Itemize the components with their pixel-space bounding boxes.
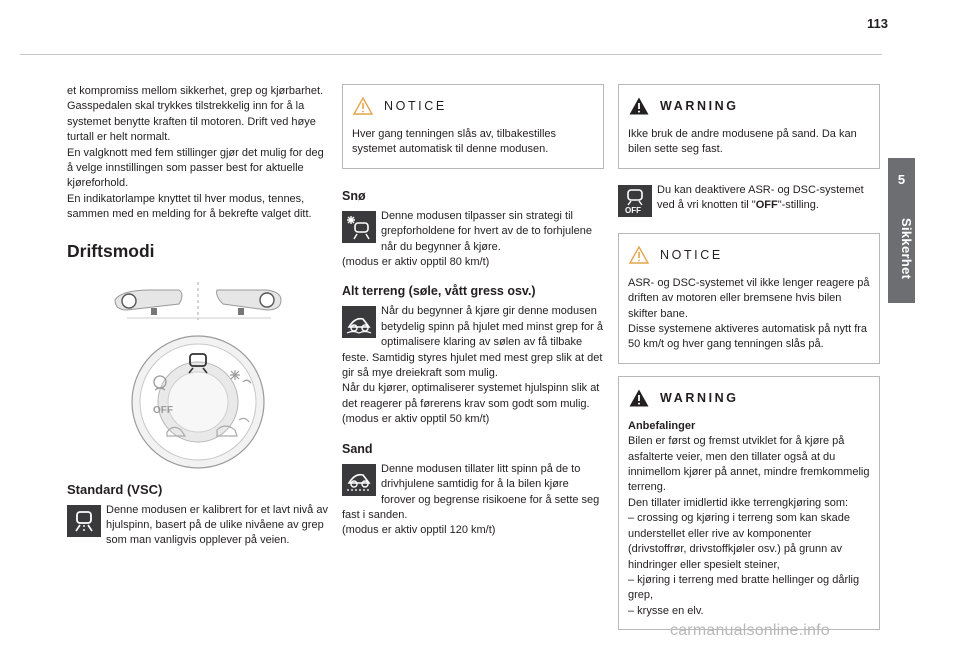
standard-text: Denne modusen er kalibrert for et lavt nivå av hjulspinn, basert på de ulike nivåene av grep som man vanligvis opplever på veien. <box>106 503 328 547</box>
notice-text-2b: Disse systemene aktiveres automatisk på nytt fra 50 km/t og hver gang tenningen slås på. <box>628 323 868 351</box>
recommendation-line-4: – kjøring i terreng med bratte hellinger og dårlig grep, <box>628 573 860 602</box>
deactivate-block <box>618 183 880 217</box>
notice-text-2a: ASR- og DSC-systemet vil ikke lenger reagere på driften av motoren eller bremsene hvis bilen skifter bane. <box>628 276 870 320</box>
mode-selector-illustration <box>67 270 329 478</box>
notice-label: NOTICE <box>384 99 447 113</box>
warning-triangle-icon <box>628 388 650 408</box>
warning-box-1 <box>618 84 880 169</box>
warning-triangle-icon <box>628 96 650 116</box>
intro-paragraph-4: En indikatorlampe knyttet til hver modus, tennes, sammen med en melding for å bekrefte valget ditt. <box>67 192 312 221</box>
notice-label-2: NOTICE <box>660 247 723 262</box>
terreng-text-1: Når du begynner å kjøre gir denne modusen betydelig spinn på hjulet med minst grep for å optimalisere klaring av sølen av få tilbake feste. Samtidig styres hjulet med mest grep slik at det gir så mye dreiekraft som mulig. <box>342 305 603 380</box>
notice-header <box>352 95 594 117</box>
notice-box-2 <box>618 233 880 364</box>
off-mode-icon <box>618 185 652 217</box>
standard-mode-icon <box>67 505 101 537</box>
off-word: OFF <box>755 199 778 212</box>
terreng-block <box>342 304 604 427</box>
chapter-number: 5 <box>897 172 906 187</box>
terreng-heading: Alt terreng (søle, vått gress osv.) <box>342 284 536 299</box>
recommendations-title: Anbefalinger <box>628 419 696 432</box>
recommendation-line-5: – krysse en elv. <box>628 604 704 617</box>
column-2 <box>342 84 604 539</box>
sand-mode-icon <box>342 464 376 496</box>
recommendation-line-2: Den tillater imidlertid ikke terrengkjøring som: <box>628 496 849 509</box>
recommendation-line-3: – crossing og kjøring i terreng som kan skade understellet eller rive av komponenter (drivstoffrør, drivstoffkjøler osv.) på grunn av hindringer eller spesielt steiner, <box>628 512 850 571</box>
column-3 <box>618 84 880 630</box>
intro-paragraph-1: et kompromiss mellom sikkerhet, grep og kjørbarhet. <box>67 85 324 97</box>
watermark: carmanualsonline.info <box>670 622 830 639</box>
warning-header-1 <box>628 95 870 117</box>
recommendation-line-1: Bilen er først og fremst utviklet for å kjøre på asfalterte veier, men den tillater også at du innimellom kjører på annet, mindre fremkommelig terreng. <box>628 435 870 494</box>
mud-mode-icon <box>342 306 376 338</box>
notice-triangle-icon <box>352 96 374 116</box>
knob-off-label: OFF <box>153 404 173 416</box>
deactivate-text-before: Du kan deaktivere ASR- og DSC-systemet ved å vri knotten til " <box>657 183 864 212</box>
chapter-label: Sikkerhet <box>899 218 914 280</box>
intro-paragraph-3: En valgknott med fem stillinger gjør det mulig for deg å velge innstillingen som passer best for aktuelle kjøreforhold. <box>67 146 324 190</box>
page-number: 113 <box>867 16 888 31</box>
mode-selector-figure <box>67 270 329 478</box>
column-1 <box>67 84 329 549</box>
notice-triangle-icon <box>628 245 650 265</box>
snow-mode-icon <box>342 211 376 243</box>
deactivate-text-after: "-stilling. <box>777 199 819 212</box>
intro-paragraph-2: Gasspedalen skal trykkes tilstrekkelig inn for å la systemet benytte kraften til motoren. Drift ved høye turtall er helt normalt. <box>67 100 316 144</box>
sand-text: Denne modusen tillater litt spinn på de to drivhjulene samtidig for å la bilen kjøre forover og begrense risikoene for å sette seg fast i sanden. <box>342 462 600 521</box>
notice-box-1 <box>342 84 604 169</box>
header-rule <box>20 54 882 55</box>
sand-note: (modus er aktiv opptil 120 km/t) <box>342 524 496 537</box>
warning-header-2 <box>628 387 870 409</box>
warning-label-1: WARNING <box>660 99 739 113</box>
terreng-note: (modus er aktiv opptil 50 km/t) <box>342 413 490 426</box>
sno-note: (modus er aktiv opptil 80 km/t) <box>342 256 490 269</box>
notice-header-2 <box>628 244 870 266</box>
notice-text: Hver gang tenningen slås av, tilbakestilles systemet automatisk til denne modusen. <box>352 128 557 156</box>
deactivate-text <box>618 183 880 214</box>
warning-label-2: WARNING <box>660 390 739 405</box>
sno-heading: Snø <box>342 188 366 203</box>
warning-box-2 <box>618 376 880 630</box>
terreng-text-2: Når du kjører, optimaliserer systemet hjulspinn slik at det reagerer på førerens krav som godt som mulig. <box>342 382 600 410</box>
sno-block <box>342 209 604 271</box>
standard-block <box>67 503 329 549</box>
sno-text: Denne modusen tilpasser sin strategi til grepforholdene for hvert av de to forhjulene når du begynner å kjøre. <box>381 209 592 253</box>
section-heading-driftsmodi: Driftsmodi <box>67 240 155 261</box>
sand-block <box>342 462 604 539</box>
warning-text-1: Ikke bruk de andre modusene på sand. Da kan bilen sette seg fast. <box>628 128 857 156</box>
sand-heading: Sand <box>342 441 373 456</box>
standard-heading: Standard (VSC) <box>67 481 163 497</box>
svg-text:OFF: OFF <box>625 205 641 214</box>
